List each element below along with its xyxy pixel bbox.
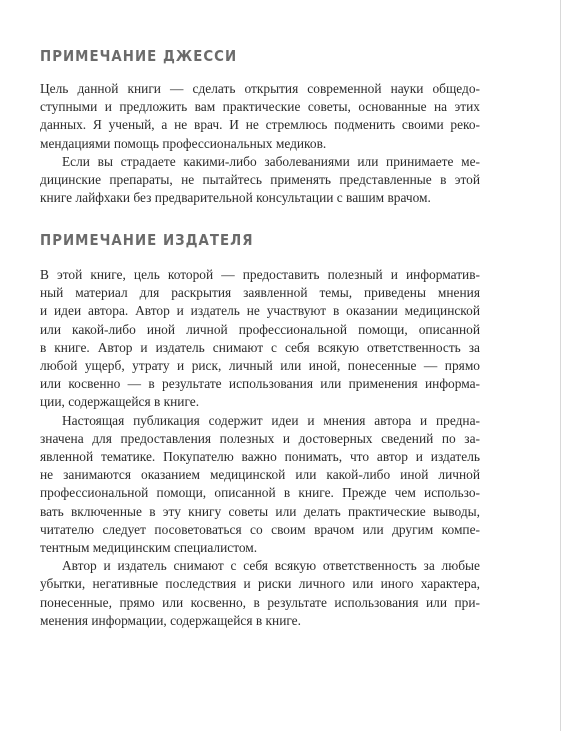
text-line: ции, содержащейся в книге.	[40, 394, 200, 410]
text-line: или косвенно — в результате использования или применения информа-	[40, 376, 480, 392]
text-line: книге лайфхаки без предварительной консультации с вашим врачом.	[40, 190, 431, 206]
text-line: Цель данной книги — сделать открытия современной науки общедо-	[40, 81, 480, 96]
text-line: не занимаются оказанием медицинской или какой-либо иной личной	[40, 467, 480, 483]
text-line: или какой-либо иной личной профессиональной помощи, описанной	[40, 321, 480, 337]
text-line: ный материал для раскрытия заявленной темы, приведены мнения	[40, 285, 480, 301]
text-line: ступными и предложить вам практические советы, основанные на этих	[40, 99, 480, 115]
text-line: читателю следует посоветоваться со своим врачом или другим компе-	[40, 521, 480, 537]
text-line: и идеи автора. Автор и издатель не участвуют в оказании медицинской	[40, 303, 480, 319]
paragraph	[40, 266, 480, 412]
text-line: профессиональной помощи, описанной в книге. Прежде чем использо-	[40, 485, 480, 501]
text-line: мендациями помощь профессиональных медиков.	[40, 135, 327, 151]
text-line: Если вы страдаете какими-либо заболеваниями или принимаете ме-	[62, 153, 480, 169]
text-line: Автор и издатель снимают с себя всякую ответственность за любые	[62, 558, 480, 574]
text-line: явленной тематике. Покупателю важно понимать, что автор и издатель	[40, 449, 480, 465]
text-line: тентным медицинским специалистом.	[40, 540, 258, 556]
paragraph	[40, 557, 480, 630]
section-jessie-note	[40, 46, 480, 207]
text-line: вать включенные в эту книгу советы или делать практические выводы,	[40, 503, 480, 519]
text-line: данных. Я ученый, а не врач. И не стремлюсь подменить своими реко-	[40, 117, 480, 133]
section-heading: ПРИМЕЧАНИЕ ДЖЕССИ	[40, 47, 238, 65]
section-heading: ПРИМЕЧАНИЕ ИЗДАТЕЛЯ	[40, 231, 254, 249]
text-line: дицинские препараты, не пытайтесь применять представленные в этой	[40, 172, 480, 188]
text-line: значена для предоставления полезных и достоверных сведений по за-	[40, 430, 480, 446]
section-publisher-note	[40, 230, 480, 630]
text-line: понесенные, прямо или косвенно, в результате использования или при-	[40, 594, 480, 610]
paragraph	[40, 153, 480, 208]
text-line: в книге. Автор и издатель снимают с себя всякую ответственность за	[40, 339, 480, 355]
paragraph	[40, 80, 480, 153]
text-line: убытки, негативные последствия и риски личного или иного характера,	[40, 576, 480, 592]
text-line: любой ущерб, утрату и риск, личный или иной, понесенные — прямо	[40, 358, 480, 374]
text-line: В этой книге, цель которой — предоставить полезный и информатив-	[40, 267, 480, 282]
text-line: Настоящая публикация содержит идеи и мнения автора и предна-	[62, 412, 480, 428]
paragraph	[40, 412, 480, 558]
text-line: менения информации, содержащейся в книге.	[40, 612, 301, 628]
